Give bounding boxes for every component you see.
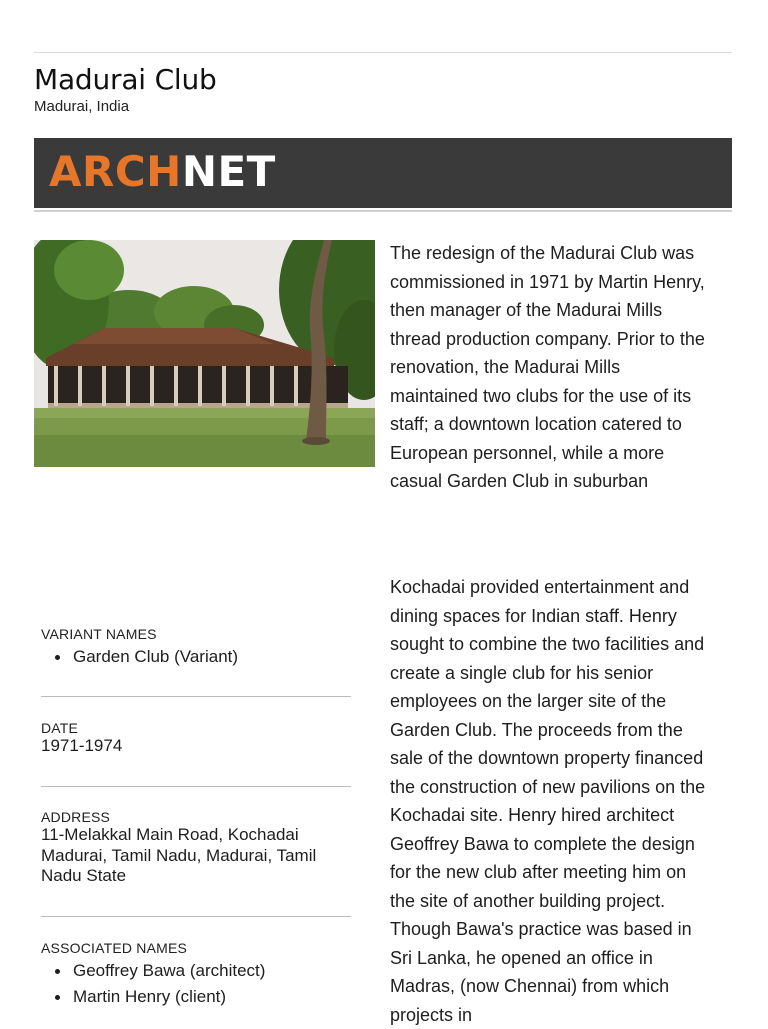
variant-names-label: VARIANT NAMES [41,626,157,642]
variant-names-section [41,626,351,670]
associated-names-label: ASSOCIATED NAMES [41,940,188,956]
section-divider [41,916,351,917]
section-divider [41,786,351,787]
date-label: DATE [41,720,79,736]
archnet-logo[interactable] [49,147,276,197]
page-location: Madurai, India [34,98,130,115]
variant-names-list [41,644,351,670]
address-label: ADDRESS [41,809,111,825]
logo-arch-text: ARCH [49,147,182,196]
top-divider [34,52,732,53]
logo-net-text: NET [181,147,276,196]
associated-names-section [41,940,351,1010]
archnet-banner[interactable] [34,138,732,208]
date-section [41,720,351,757]
date-value: 1971-1974 [41,736,123,755]
list-item[interactable]: Martin Henry (client) [41,984,351,1010]
banner-divider [34,210,732,212]
page-title: Madurai Club [34,63,217,96]
address-section [41,809,351,887]
section-divider [41,696,351,697]
list-item[interactable]: Geoffrey Bawa (architect) [41,958,351,984]
description-paragraph-1: The redesign of the Madurai Club was commissioned in 1971 by Martin Henry, then manager of the Madurai Mills thread production company. Prior to the renovation, the Madurai Mills maintained two clubs for the use of its staff; a downtown location catered to European personnel, while a more casual Garden Club in suburban [390,243,705,491]
list-item: Garden Club (Variant) [41,644,351,670]
description-paragraph-2: Kochadai provided entertainment and dining spaces for Indian staff. Henry sought to combine the two facilities and create a single club for his senior employees on the larger site of the Garden Club. The proceeds from the sale of the downtown property financed the construction of new pavilions on the Kochadai site. Henry hired architect Geoffrey Bawa to complete the design for the new club after meeting him on the site of another building project. Though Bawa's practice was based in Sri Lanka, he opened an office in Madras, (now Chennai) from which projects in [390,577,706,1025]
address-value: 11-Melakkal Main Road, Kochadai Madurai, Tamil Nadu, Madurai, Tamil Nadu State [41,825,317,885]
associated-names-list [41,958,351,1010]
building-photo [34,240,375,467]
